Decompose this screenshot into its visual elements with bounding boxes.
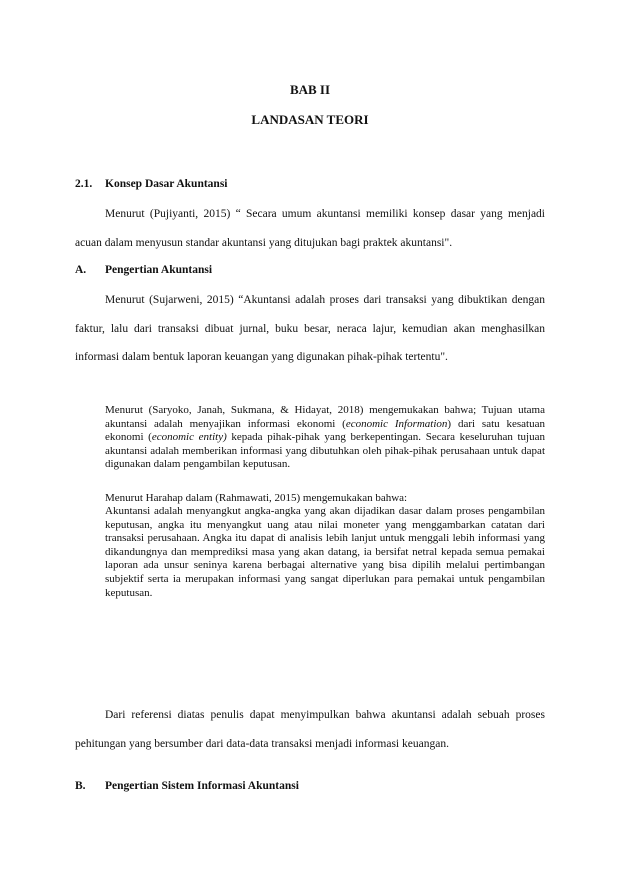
section-title: Konsep Dasar Akuntansi	[105, 178, 228, 190]
chapter-number: BAB II	[289, 82, 331, 97]
section-number: A.	[75, 264, 87, 276]
section-title: Pengertian Sistem Informasi Akuntansi	[105, 780, 299, 792]
section-heading-a	[75, 264, 212, 276]
section-title: Pengertian Akuntansi	[105, 264, 213, 276]
section-number: B.	[75, 780, 86, 792]
paragraph-konsep	[75, 200, 545, 257]
section-heading-2-1	[75, 178, 228, 190]
quote-text: kepada pihak-pihak yang berkepentingan. Secara keseluruhan tujuan akuntansi adalah memberikan informasi yang dibutuhkan oleh pihak-pihak perusahaan untuk dapat digunakan dalam pengambilan keputusan.	[105, 431, 545, 471]
paragraph-text: Menurut (Sujarweni, 2015) “Akuntansi adalah proses dari transaksi yang dibuktikan dengan faktur, lalu dari transaksi dibuat jurnal, buku besar, neraca lajur, kemudian akan menghasilkan informasi dalam bentuk laporan keuangan yang digunakan pihak-pihak tertentu".	[75, 294, 545, 363]
quote-text: Menurut (Saryoko, Janah, Sukmana, & Hidayat, 2018) mengemukakan bahwa; Tujuan utama akuntansi adalah menyajikan informasi ekonomi (	[105, 404, 545, 430]
quote-emphasis: economic entity)	[151, 431, 227, 444]
quote-text: ) dari satu kesatuan ekonomi (	[105, 417, 545, 444]
section-number: 2.1.	[75, 178, 93, 190]
paragraph-text: Menurut (Pujiyanti, 2015) “ Secara umum akuntansi memiliki konsep dasar yang menjadi acuan dalam menyusun standar akuntansi yang ditujukan bagi praktek akuntansi".	[75, 208, 545, 249]
quote-intro-harahap: Menurut Harahap dalam (Rahmawati, 2015) mengemukakan bahwa:	[105, 492, 408, 504]
quote-emphasis: economic Information	[345, 417, 448, 430]
section-heading-b	[75, 780, 299, 792]
paragraph-text: Dari referensi diatas penulis dapat menyimpulkan bahwa akuntansi adalah sebuah proses pehitungan yang bersumber dari data-data transaksi menjadi informasi keuangan.	[75, 709, 545, 750]
block-quote-saryoko	[105, 404, 545, 472]
block-quote-harahap: Akuntansi adalah menyangkut angka-angka yang akan dijadikan dasar dalam proses pengambilan keputusan, angka itu menyangkut uang atau nilai moneter yang menggambarkan catatan dari transaksi perusahaan. Angka itu dapat di analisis lebih lanjut untuk menggali lebih informasi yang dikandungnya dan memprediksi masa yang akan datang, ia bersifat netral kepada semua pemakai laporan ada unsur seninya karena berbagai alternative yang bisa dipilih melalui pertimbangan subjektif serta ia merupakan informasi yang sangat diperlukan para pemakai untuk pengambilan keputusan.	[105, 505, 545, 599]
chapter-title: LANDASAN TEORI	[251, 112, 369, 127]
paragraph-pengertian	[75, 286, 545, 372]
paragraph-kesimpulan	[75, 701, 545, 758]
